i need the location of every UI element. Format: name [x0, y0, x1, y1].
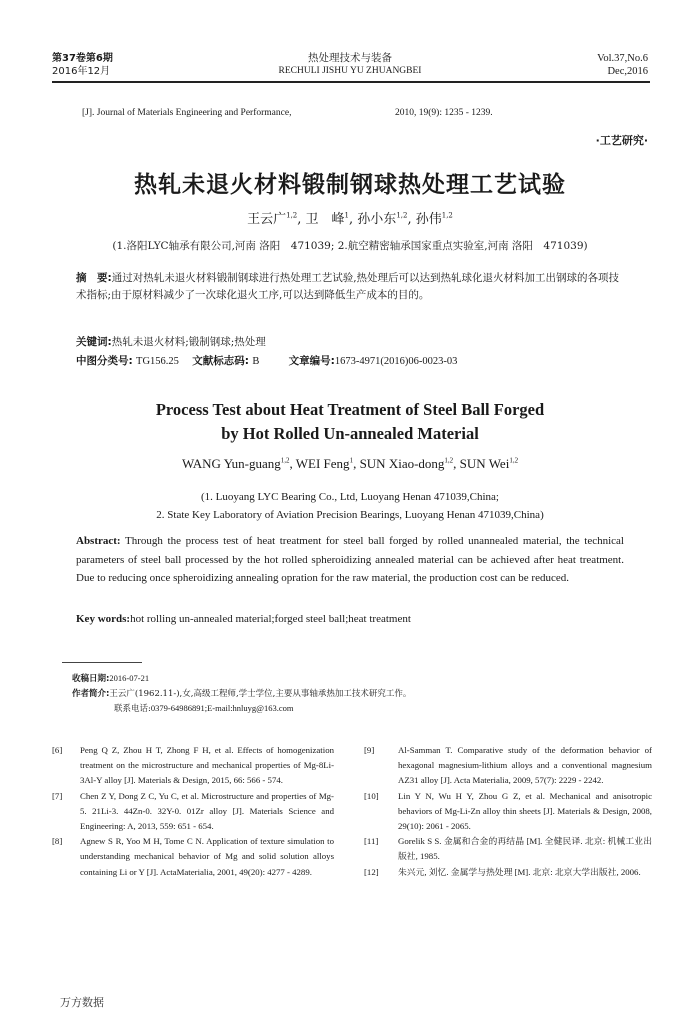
column-tag: ·工艺研究· — [595, 134, 648, 147]
cn-keywords-label: 关键词: — [76, 336, 112, 348]
author-bio: 作者简介:王云广(1962.11-),女,高级工程师,学士学位,主要从事轴承热加工技术研究工作。 — [72, 688, 412, 699]
en-keywords-label: Key words: — [76, 613, 131, 625]
article-number-value: 1673-4971(2016)06-0023-03 — [334, 356, 458, 367]
reference-item: [10] Lin Y N, Wu H Y, Zhou G Z, et al. Mechanical and anisotropic behaviors of Mg-Li-Zn alloy thin sheets [J]. Materials & Design, 2008, 29(10): 2061 - 2065. — [364, 790, 652, 832]
prev-reference-right: 2010, 19(9): 1235 - 1239. — [395, 108, 493, 118]
cn-abstract-label: 摘 要: — [76, 272, 112, 284]
journal-volume: 第37卷第6期 — [52, 53, 113, 64]
cn-affiliation: (1.洛阳LYC轴承有限公司,河南 洛阳 471039; 2.航空精密轴承国家重点实验室,河南 洛阳 471039) — [112, 240, 588, 252]
cn-keywords — [76, 334, 626, 351]
en-author-3: SUN Xiao-dong$^{1,2}$, — [359, 456, 460, 471]
reference-item: [9] Al-Samman T. Comparative study of the deformation behavior of hexagonal magnesium-lithium alloys and a conventional magnesium AZ31 alloy [J]. Acta Materialia, 2009, 57(7): 2229 - 2242. — [364, 745, 652, 786]
reference-item: [7] Chen Z Y, Dong Z C, Yu C, et al. Microstructure and properties of Mg-5. 21Li-3. 44Zn-0. 32Y-0. 01Zr alloy [J]. Materials Science and Engineering: A, 2013, 559: 651 - 654. — [52, 790, 334, 832]
journal-volume-en: Vol.37,No.6 — [597, 53, 648, 64]
cn-abstract — [76, 270, 626, 304]
references-left-column — [52, 743, 334, 880]
reference-item: [11] Gorelik S S. 金属和合金的再结晶 [M]. 全健民译. 北京: 机械工业出版社, 1985. — [364, 836, 652, 862]
header-right — [597, 52, 648, 78]
en-abstract — [76, 532, 624, 588]
header-rule — [52, 81, 650, 83]
article-number-label: 文章编号: — [288, 355, 335, 367]
watermark: 万方数据 — [60, 996, 104, 1009]
journal-name-pinyin: RECHULI JISHU YU ZHUANGBEI — [278, 66, 422, 76]
footnote-rule — [62, 662, 142, 663]
en-title-line-1: Process Test about Heat Treatment of Steel Ball Forged — [155, 400, 545, 419]
journal-date: 2016年12月 — [52, 66, 111, 77]
cn-title: 热轧未退火材料锻制钢球热处理工艺试验 — [134, 172, 566, 198]
prev-reference-left: [J]. Journal of Materials Engineering and Performance, — [82, 108, 292, 118]
cn-author-2: 卫 峰$^1$, — [305, 211, 354, 227]
header-center — [200, 52, 500, 78]
wavy-separator — [52, 727, 650, 733]
en-title — [0, 398, 700, 446]
en-keywords — [76, 610, 624, 629]
cn-classification — [76, 353, 636, 370]
doc-code-value: B — [252, 356, 260, 367]
footnote — [72, 671, 411, 717]
en-abstract-text: Through the process test of heat treatment for steel ball forged by rolled unannealed material, the technical parameters of steel ball processed by the hot rolled spheroidizing annealed material can be achieved after heat treatment. Due to reducing once spheroidizing annealing opration for the raw material, the production cost can be reduced. — [76, 535, 624, 584]
cn-author-3: 孙小东$^{1,2}$, — [357, 211, 412, 227]
contact-info: 联系电话:0379-64986891;E-mail:hnluyg@163.com — [114, 703, 294, 714]
en-affiliation — [0, 488, 700, 524]
en-author-1: WANG Yun-guang$^{1,2}$, — [181, 456, 296, 471]
cn-keywords-text: 热轧未退火材料;锻制钢球;热处理 — [111, 336, 266, 348]
reference-item: [12] 朱兴元, 刘忆. 金属学与热处理 [M]. 北京: 北京大学出版社, 2006. — [364, 866, 641, 877]
header-left — [52, 52, 113, 78]
en-author-4: SUN Wei$^{1,2}$ — [459, 456, 519, 471]
en-title-line-2: by Hot Rolled Un-annealed Material — [221, 424, 479, 443]
en-keywords-text: hot rolling un-annealed material;forged steel ball;heat treatment — [130, 613, 411, 625]
journal-name-cn: 热处理技术与装备 — [308, 52, 392, 64]
references-right-column — [364, 743, 652, 880]
received-date: 收稿日期:2016-07-21 — [72, 673, 150, 684]
cn-author-1: 王云广$^{1,2}$, — [247, 211, 302, 227]
en-affiliation-1: (1. Luoyang LYC Bearing Co., Ltd, Luoyang Henan 471039,China; — [201, 491, 499, 503]
en-author-2: WEI Feng$^1$, — [295, 456, 360, 471]
cn-authors — [0, 208, 700, 227]
clc-value: TG156.25 — [136, 356, 179, 367]
journal-date-en: Dec,2016 — [607, 66, 648, 77]
clc-label: 中图分类号: — [76, 355, 133, 367]
reference-item: [6] Peng Q Z, Zhou H T, Zhong F H, et al. Effects of homogenization treatment on the microstructure and mechanical properties of Mg-8Li-3Al-Y alloy [J]. Materials & Design, 2015, 66: 566 - 574. — [52, 745, 334, 786]
en-affiliation-2: 2. State Key Laboratory of Aviation Precision Bearings, Luoyang Henan 471039,China) — [156, 509, 544, 521]
doc-code-label: 文献标志码: — [192, 355, 249, 367]
cn-author-4: 孙伟$^{1,2}$ — [415, 211, 453, 227]
en-authors — [0, 456, 700, 472]
cn-abstract-text: 通过对热轧未退火材料锻制钢球进行热处理工艺试验,热处理后可以达到热轧球化退火材料加工出钢球的各项技术指标;由于原材料减少了一次球化退火工序,可以达到降低生产成本的目的。 — [76, 272, 620, 301]
en-abstract-label: Abstract: — [76, 535, 121, 547]
reference-item: [8] Agnew S R, Yoo M H, Tome C N. Application of texture simulation to understanding mechanical behavior of Mg and solid solution alloys containing Li or Y [J]. ActaMaterialia, 2001, 49(20): 4277 - 4289. — [52, 836, 334, 877]
